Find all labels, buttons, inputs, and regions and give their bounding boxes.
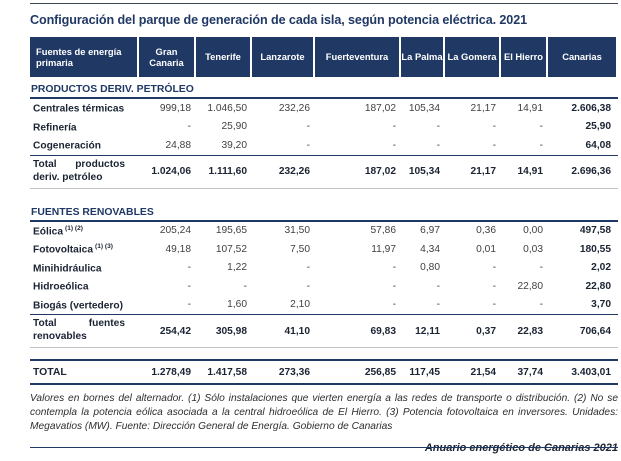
- numeric-cell: 1.278,49: [151, 366, 191, 378]
- numeric-cell: 1,22: [227, 262, 247, 274]
- section-header-petroleo: PRODUCTOS DERIV. PETRÓLEO: [30, 81, 618, 99]
- top-rule: [30, 3, 618, 4]
- numeric-cell: 273,36: [278, 366, 310, 378]
- numeric-cell: -: [392, 139, 396, 151]
- numeric-cell: 0,01: [476, 243, 496, 255]
- table-row: [30, 296, 618, 315]
- numeric-cell: 2.606,38: [571, 102, 611, 114]
- numeric-cell: -: [392, 280, 396, 292]
- numeric-cell: 37,74: [517, 366, 543, 378]
- numeric-cell: 39,20: [221, 139, 247, 151]
- numeric-cell: 0,00: [523, 225, 543, 237]
- numeric-cell: 305,98: [215, 325, 247, 337]
- subtotal-row-renovables: [30, 314, 618, 348]
- numeric-cell: 14,91: [517, 166, 543, 177]
- numeric-cell: 4,34: [420, 243, 440, 255]
- numeric-cell: 7,50: [290, 243, 310, 255]
- page-title: Configuración del parque de generación de cada isla, según potencia eléctrica. 2021: [30, 13, 528, 27]
- numeric-cell: 14,91: [517, 102, 543, 114]
- table-row: [30, 259, 618, 278]
- row-label: Total productos deriv. petróleo: [33, 158, 125, 183]
- numeric-cell: 1.024,06: [151, 166, 191, 177]
- numeric-cell: 3,70: [591, 299, 611, 311]
- numeric-cell: 205,24: [159, 225, 191, 237]
- bottom-rule: [30, 447, 618, 448]
- header-cell-gran-canaria: Gran Canaria: [139, 37, 194, 77]
- numeric-cell: 105,34: [408, 166, 440, 177]
- numeric-cell: 31,50: [284, 225, 310, 237]
- numeric-cell: 2,02: [591, 262, 611, 274]
- row-label: Minihidráulica: [33, 262, 102, 274]
- numeric-cell: 22,83: [517, 325, 543, 337]
- header-cell-el-hierro: El Hierro: [501, 37, 546, 77]
- numeric-cell: 195,65: [215, 225, 247, 237]
- row-label: Total fuentes renovables: [33, 318, 125, 342]
- numeric-cell: 0,36: [476, 225, 496, 237]
- numeric-cell: -: [187, 262, 191, 274]
- numeric-cell: 107,52: [215, 243, 247, 255]
- numeric-cell: 49,18: [165, 243, 191, 255]
- numeric-cell: -: [187, 280, 191, 292]
- generation-table: [30, 37, 618, 385]
- numeric-cell: -: [436, 280, 440, 292]
- numeric-cell: -: [436, 139, 440, 151]
- header-cell-fuerteventura: Fuerteventura: [315, 37, 399, 77]
- numeric-cell: 6,97: [420, 225, 440, 237]
- header-cell-label: Fuentes de energía primaria: [30, 37, 137, 77]
- numeric-cell: 999,18: [159, 102, 191, 114]
- numeric-cell: 180,55: [579, 243, 611, 255]
- row-label: Hidroeólica: [33, 281, 89, 293]
- numeric-cell: -: [539, 121, 543, 133]
- source-caption: Anuario energético de Canarias 2021: [424, 442, 618, 455]
- numeric-cell: 22,80: [585, 280, 611, 292]
- table-header-row: [30, 37, 618, 77]
- numeric-cell: 1,60: [227, 299, 247, 311]
- numeric-cell: -: [306, 139, 310, 151]
- numeric-cell: -: [539, 139, 543, 151]
- numeric-cell: -: [392, 121, 396, 133]
- numeric-cell: -: [492, 139, 496, 151]
- numeric-cell: 21,17: [470, 102, 496, 114]
- numeric-cell: 57,86: [370, 225, 396, 237]
- header-cell-tenerife: Tenerife: [196, 37, 250, 77]
- numeric-cell: 22,80: [517, 280, 543, 292]
- numeric-cell: -: [306, 262, 310, 274]
- numeric-cell: -: [492, 262, 496, 274]
- numeric-cell: 497,58: [579, 225, 611, 237]
- numeric-cell: -: [492, 299, 496, 311]
- numeric-cell: 254,42: [159, 325, 191, 337]
- numeric-cell: 24,88: [165, 139, 191, 151]
- numeric-cell: 25,90: [585, 121, 611, 133]
- numeric-cell: 1.417,58: [207, 366, 247, 378]
- subtotal-row-petroleo: [30, 155, 618, 189]
- numeric-cell: 0,03: [523, 243, 543, 255]
- numeric-cell: -: [306, 121, 310, 133]
- numeric-cell: 3.403,01: [571, 366, 611, 378]
- numeric-cell: 187,02: [364, 166, 396, 177]
- numeric-cell: 706,64: [579, 325, 611, 337]
- numeric-cell: -: [539, 262, 543, 274]
- header-cell-canarias: Canarias: [548, 37, 616, 77]
- header-cell-lanzarote: Lanzarote: [252, 37, 313, 77]
- numeric-cell: -: [436, 299, 440, 311]
- numeric-cell: 2.696,36: [571, 166, 611, 177]
- numeric-cell: 117,45: [409, 366, 440, 378]
- row-label: TOTAL: [33, 366, 67, 378]
- row-label: Eólica $^{(1) (2)}$: [33, 224, 83, 237]
- row-label: Biogás (vertedero): [33, 299, 124, 311]
- numeric-cell: 1.111,60: [208, 166, 247, 177]
- numeric-cell: 1.046,50: [207, 102, 247, 114]
- numeric-cell: -: [187, 121, 191, 133]
- header-cell-la-gomera: La Gomera: [445, 37, 499, 77]
- row-label: Cogeneración: [33, 140, 101, 152]
- numeric-cell: 2,10: [290, 299, 310, 311]
- numeric-cell: -: [492, 280, 496, 292]
- section-spacer: [30, 189, 618, 200]
- row-label: Centrales térmicas: [33, 103, 125, 115]
- numeric-cell: 187,02: [364, 102, 396, 114]
- section-header-renovables: FUENTES RENOVABLES: [30, 204, 618, 222]
- numeric-cell: -: [306, 280, 310, 292]
- footnote-text: Valores en bornes del alternador. (1) Sólo instalaciones que vierten energía a las redes de transporte o distribución. (2) No se contempla la potencia eólica asociada a la central hidroeólica de El Hierro. (3) Potencia fotovoltaica en inversores. Unidades: Megavatios (MW). Fuente: Dirección General de Energía. Gobierno de Canarias: [30, 393, 618, 433]
- footnote-marker: (1) (3): [95, 243, 113, 251]
- numeric-cell: 64,08: [585, 139, 611, 151]
- row-label: Fotovoltaica $^{(1) (3)}$: [33, 243, 113, 256]
- numeric-cell: -: [392, 262, 396, 274]
- numeric-cell: 0,37: [476, 325, 496, 337]
- numeric-cell: 11,97: [371, 243, 396, 255]
- footnote-marker: (1) (2): [65, 224, 83, 232]
- table-row: [30, 277, 618, 296]
- numeric-cell: 21,54: [470, 366, 496, 378]
- grand-total-row: [30, 359, 618, 385]
- numeric-cell: 25,90: [221, 121, 247, 133]
- table-row: [30, 222, 618, 241]
- table-row: [30, 118, 618, 137]
- numeric-cell: 105,34: [408, 102, 440, 114]
- table-row: [30, 136, 618, 155]
- numeric-cell: -: [436, 121, 440, 133]
- numeric-cell: 0,80: [420, 262, 440, 274]
- numeric-cell: 256,85: [364, 366, 396, 378]
- numeric-cell: 41,10: [284, 325, 310, 337]
- numeric-cell: 232,26: [278, 166, 310, 177]
- numeric-cell: 21,17: [470, 166, 496, 177]
- header-cell-la-palma: La Palma: [401, 37, 443, 77]
- numeric-cell: 232,26: [278, 102, 310, 114]
- numeric-cell: -: [243, 280, 247, 292]
- numeric-cell: -: [392, 299, 396, 311]
- numeric-cell: 12,11: [415, 325, 440, 337]
- table-row: [30, 99, 618, 118]
- table-row: [30, 240, 618, 259]
- numeric-cell: -: [539, 299, 543, 311]
- numeric-cell: 69,83: [370, 325, 396, 337]
- row-label: Refinería: [33, 121, 77, 133]
- numeric-cell: -: [492, 121, 496, 133]
- numeric-cell: -: [187, 299, 191, 311]
